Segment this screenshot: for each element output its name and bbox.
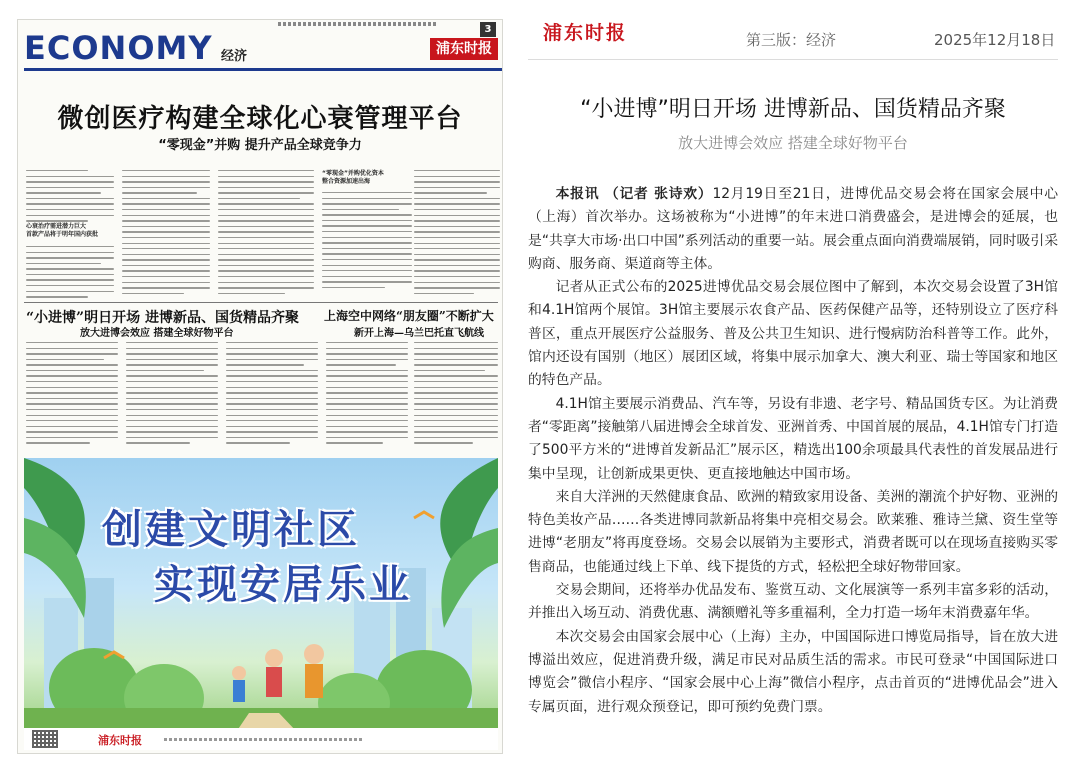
masthead-logo: 浦东时报 (430, 38, 498, 60)
story1-col-head-2: “零现金”并购优化资本 整合资源加速出海 (322, 170, 384, 185)
reader-logo[interactable]: 浦东时报 (543, 22, 628, 44)
page-subheadline[interactable]: “零现金”并购 提升产品全球竞争力 (158, 138, 362, 153)
page-masthead (18, 20, 502, 76)
edition-label: 第三版：经济 (746, 31, 837, 49)
article-paragraph: 交易会期间，还将举办优品发布、鉴赏互动、文化展演等一系列丰富多彩的活动，并推出入场互动、消费优惠、满额赠礼等多重福利，全力打造一场年末消费嘉年华。 (528, 582, 1058, 622)
story3-subheadline[interactable]: 新开上海—乌兰巴托直飞航线 (354, 328, 484, 339)
article-body (528, 183, 1058, 719)
story3-headline[interactable]: 上海空中网络“朋友圈”不断扩大 (324, 309, 494, 323)
story1-col-head-1: 心衰治疗需进潜力巨大 首款产品将于明年国内获批 (26, 223, 99, 238)
masthead-section: 经济 (221, 49, 248, 64)
page-footer (24, 728, 498, 750)
poster-title-line2: 实现安居乐业 (154, 561, 412, 608)
story1-col-1b (26, 246, 114, 302)
story1-col-2 (122, 170, 210, 298)
article-paragraph: 本次交易会由国家会展中心（上海）主办，中国国际进口博览局指导，旨在放大进博溢出效应，促进消费升级，满足市民对品质生活的需求。市民可登录“中国国际进口博览会”微信小程序、“国家会展中心上海”微信小程序，点击首页的“进博优品会”进入专属页面，进行观众预登记，即可预约免费门票。 (528, 628, 1058, 715)
article-paragraph: 本报讯 （记者 张诗欢）12月19日至21日，进博优品交易会将在国家会展中心（上海）首次举办。这场被称为“小进博”的年末进口消费盛会，是进博会的延展，也是“共享大市场·出口中国”系列活动的重要一站。展会重点面向消费端展销，同时吸引采购商、服务商、渠道商等主体。 (528, 186, 1059, 272)
footer-logo: 浦东时报 (98, 734, 142, 747)
civic-poster-image (24, 458, 498, 750)
header-divider (528, 59, 1058, 60)
page-number: 3 (480, 22, 496, 37)
newspaper-page-thumbnail[interactable] (18, 20, 502, 753)
qr-code (32, 730, 58, 748)
story2-subheadline[interactable]: 放大进博会效应 搭建全球好物平台 (80, 328, 234, 339)
story2-col-3 (226, 342, 318, 448)
story2-col-1 (26, 342, 118, 448)
footer-info-strip (164, 738, 364, 741)
story1-col-5 (414, 170, 500, 298)
story2-headline[interactable]: “小进博”明日开场 进博新品、国货精品齐聚 (26, 310, 299, 326)
masthead-rule (24, 68, 502, 71)
article-paragraph: 记者从正式公布的2025进博优品交易会展位图中了解到，本次交易会设置了3H馆和4.1H馆两个展馆。3H馆主要展示农食产品、医药保健产品等，还特别设立了医疗科普区，重点开展医疗公益服务、普及公共卫生知识、进行慢病防治科普等工作。此外，馆内还设有国别（地区）展团区域，将集中展示加拿大、澳大利亚、瑞士等国家和地区的特色产品。 (528, 279, 1058, 389)
poster-title-line1: 创建文明社区 (102, 506, 360, 553)
page-headline[interactable]: 微创医疗构建全球化心衰管理平台 (57, 104, 463, 134)
article-paragraph: 4.1H馆主要展示消费品、汽车等，另设有非遗、老字号、精品国货专区。为让消费者“零距离”接触第八届进博会全球首发、亚洲首秀、中国首展的展品，4.1H馆专门打造了500平方米的“进博首发新品汇”展示区，精选出100余项最具代表性的首发展品进行集中呈现，让创新成果更快、更直接地触达中国市场。 (528, 395, 1058, 482)
article-title: “小进博”明日开场 进博新品、国货精品齐聚 (580, 97, 1006, 122)
masthead-info-strip (278, 22, 438, 26)
section-divider (24, 302, 498, 303)
story1-col-4 (322, 192, 412, 292)
article-byline: 本报讯 （记者 张诗欢） (555, 186, 713, 202)
article-subtitle: 放大进博会效应 搭建全球好物平台 (678, 134, 908, 152)
publish-date: 2025年12月18日 (934, 31, 1056, 49)
story3-col-2 (414, 342, 498, 448)
story1-col-1 (26, 170, 114, 226)
masthead-economy: ECONOMY (24, 29, 213, 67)
story3-col-1 (326, 342, 408, 448)
story1-col-3 (218, 170, 314, 298)
article-paragraph: 来自大洋洲的天然健康食品、欧洲的精致家用设备、美洲的潮流个护好物、亚洲的特色美妆产品……各类进博同款新品将集中亮相交易会。欧莱雅、雅诗兰黛、资生堂等进博“老朋友”将再度登场。交易会以展销为主要形式，消费者既可以在现场直接购买零售商品，也能通过线上下单、线下提货的方式，轻松把全球好物带回家。 (528, 488, 1058, 575)
story2-col-2 (126, 342, 218, 448)
